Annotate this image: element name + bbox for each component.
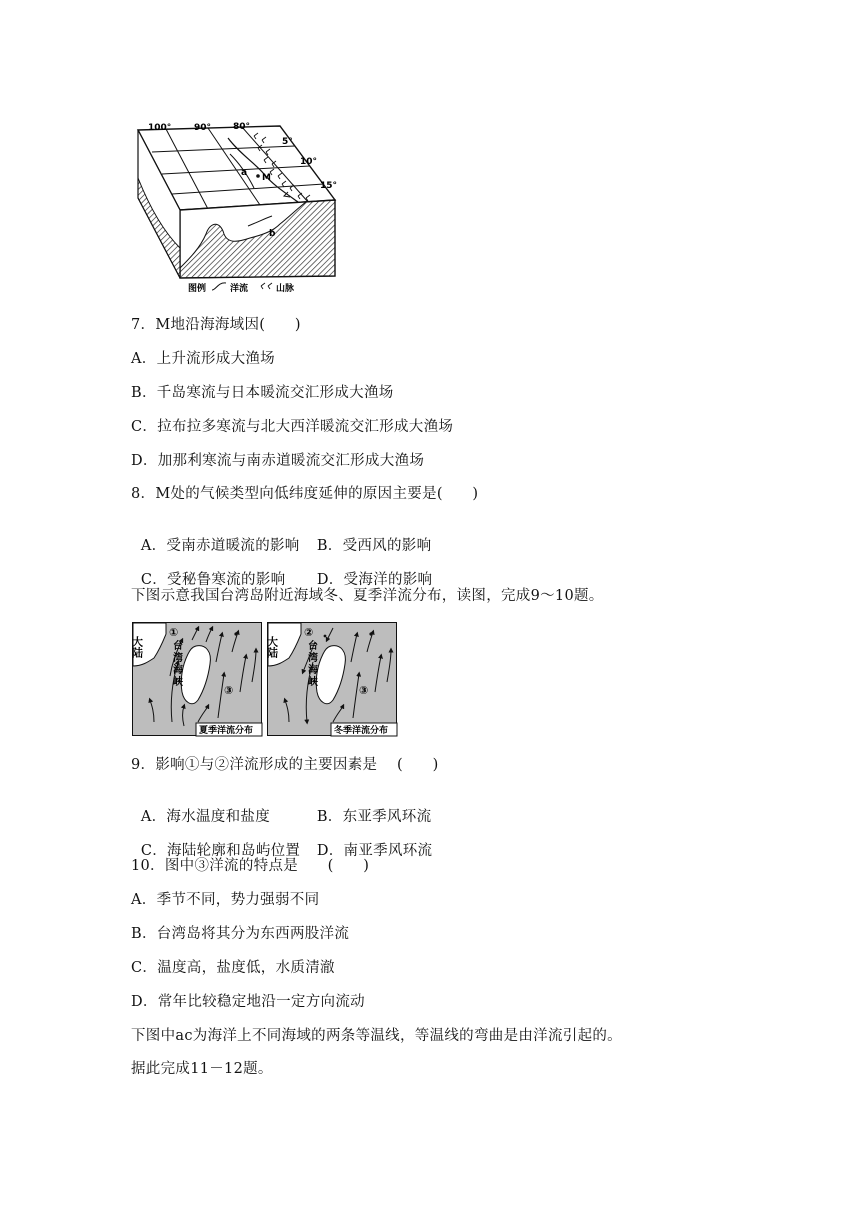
legend-mountain-symbol bbox=[261, 283, 272, 289]
winter-caption: 冬季洋流分布 bbox=[334, 726, 389, 736]
legend-mountain-label: 山脉 bbox=[276, 284, 295, 294]
intro-11-12: 下图中ac为海洋上不同海域的两条等温线，等温线的弯曲是由洋流引起的。 bbox=[131, 1028, 622, 1044]
q8-options-row1 bbox=[131, 519, 431, 555]
q8-option-d: D．受海洋的影响 bbox=[316, 572, 433, 588]
point-m-dot bbox=[256, 174, 260, 178]
q9-option-d: D．南亚季风环流 bbox=[316, 843, 433, 859]
winter-marker-2: ② bbox=[304, 626, 314, 639]
q10-stem: 10．图中③洋流的特点是 ( ) bbox=[131, 858, 370, 874]
legend-current-label: 洋流 bbox=[230, 284, 249, 294]
q10-option-b: B．台湾岛将其分为东西两股洋流 bbox=[131, 926, 350, 942]
q10-option-d: D．常年比较稳定地沿一定方向流动 bbox=[131, 994, 365, 1010]
q8-option-c: C．受秘鲁寒流的影响 bbox=[140, 572, 286, 588]
lon-label-80: 80° bbox=[233, 122, 251, 132]
q7-option-d: D．加那利寒流与南赤道暖流交汇形成大渔场 bbox=[131, 453, 425, 469]
q7-option-c: C．拉布拉多寒流与北大西洋暖流交汇形成大渔场 bbox=[131, 419, 454, 435]
figure-taiwan-summer-currents bbox=[132, 622, 262, 737]
summer-mainland-label: 大陆 bbox=[130, 636, 144, 658]
lat-label-10: 10° bbox=[300, 157, 318, 167]
legend-prefix: 图例 bbox=[188, 284, 207, 294]
point-m-label: M bbox=[262, 173, 271, 183]
winter-circle-3: ③ bbox=[359, 684, 369, 697]
q9-options-row1 bbox=[131, 790, 431, 826]
winter-strait-label: 台湾海峡 bbox=[305, 640, 317, 688]
point-b-label: b bbox=[269, 229, 276, 239]
summer-marker-1: ① bbox=[169, 626, 179, 639]
summer-caption: 夏季洋流分布 bbox=[199, 726, 254, 736]
q7-stem: 7．M地沿海海域因( ) bbox=[131, 317, 301, 333]
winter-mainland-label: 大陆 bbox=[265, 636, 279, 658]
intro-11-12-continued: 据此完成11－12题。 bbox=[131, 1061, 273, 1077]
figure-block-diagram bbox=[130, 118, 345, 298]
q7-option-a: A．上升流形成大渔场 bbox=[131, 351, 275, 367]
q9-options-row2 bbox=[131, 824, 432, 860]
figure-taiwan-winter-currents bbox=[267, 622, 397, 737]
q8-option-b: B．受西风的影响 bbox=[316, 538, 432, 554]
summer-circle-3: ③ bbox=[224, 684, 234, 697]
legend-current-symbol bbox=[212, 283, 226, 290]
q8-options-row2 bbox=[131, 553, 432, 589]
q8-stem: 8．M处的气候类型向低纬度延伸的原因主要是( ) bbox=[131, 486, 479, 502]
summer-strait-label: 台湾海峡 bbox=[170, 640, 182, 688]
lon-label-90: 90° bbox=[194, 123, 212, 133]
lat-label-5: 5° bbox=[282, 137, 293, 147]
q9-option-a: A．海水温度和盐度 bbox=[140, 809, 270, 825]
q9-option-c: C．海陆轮廓和岛屿位置 bbox=[140, 843, 301, 859]
point-a-label: a bbox=[241, 168, 248, 178]
lat-label-15: 15° bbox=[320, 181, 338, 191]
lon-label-100: 100° bbox=[148, 123, 172, 133]
q10-option-a: A．季节不同，势力强弱不同 bbox=[131, 892, 320, 908]
q9-option-b: B．东亚季风环流 bbox=[316, 809, 432, 825]
intro-9-10: 下图示意我国台湾岛附近海域冬、夏季洋流分布，读图，完成9～10题。 bbox=[131, 588, 604, 604]
q8-option-a: A．受南赤道暖流的影响 bbox=[140, 538, 300, 554]
q10-option-c: C．温度高，盐度低，水质清澈 bbox=[131, 960, 335, 976]
q7-option-b: B．千岛寒流与日本暖流交汇形成大渔场 bbox=[131, 385, 394, 401]
q9-stem: 9．影响①与②洋流形成的主要因素是 ( ) bbox=[131, 757, 439, 773]
